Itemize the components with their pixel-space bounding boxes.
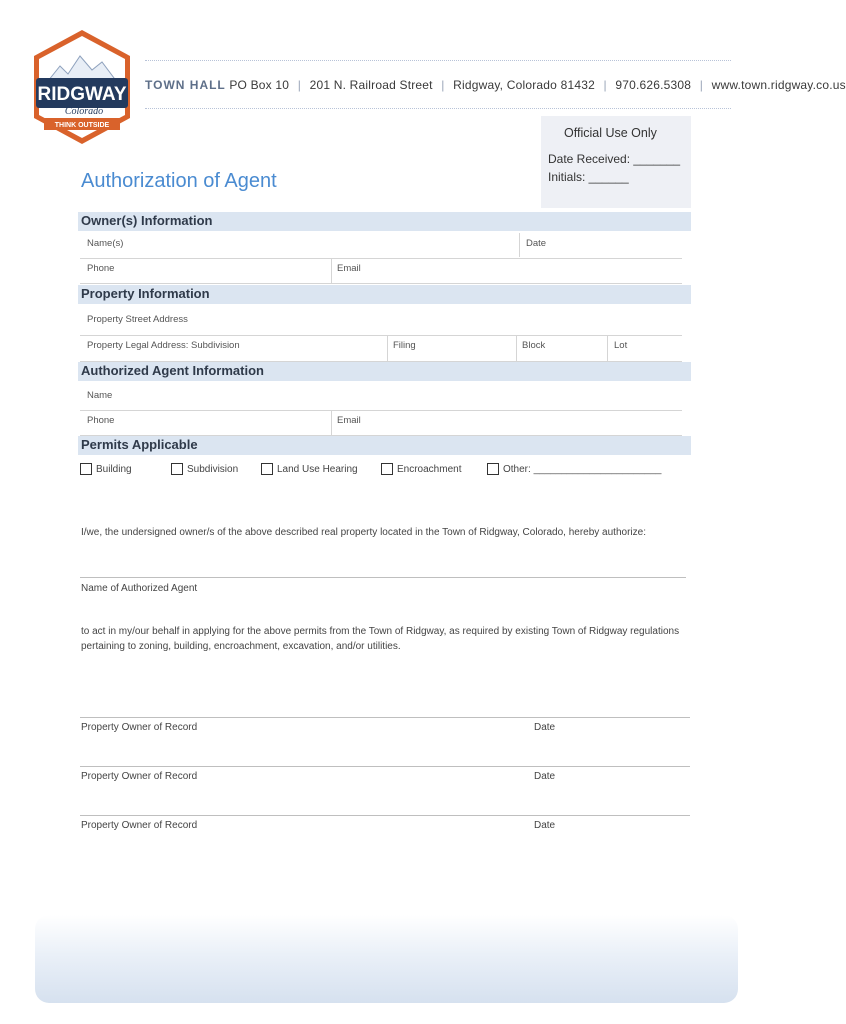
signature-date-label: Date	[534, 820, 556, 831]
agent-section-header	[78, 362, 691, 381]
property-section-header	[78, 285, 691, 304]
signature-date-label: Date	[534, 771, 556, 782]
owner-phone-email-field[interactable]	[80, 283, 682, 284]
date-received-field[interactable]: Date Received: _______	[548, 152, 681, 166]
owner-names-label: Name(s)	[87, 238, 124, 249]
encroachment-label: Encroachment	[397, 464, 462, 475]
page-title: Authorization of Agent	[81, 170, 277, 192]
divider	[387, 336, 388, 361]
land-use-hearing-checkbox[interactable]	[261, 463, 273, 475]
ridgway-logo	[30, 28, 134, 146]
phone-number: 970.626.5308	[615, 78, 692, 92]
owner-of-record-label: Property Owner of Record	[81, 820, 198, 831]
header-address: TOWN HALL PO Box 10 | 201 N. Railroad Street | Ridgway, Colorado 81432 | 970.626.5308 | www.town.ridgway.co.us	[145, 78, 846, 92]
city-state: Ridgway, Colorado 81432	[453, 78, 595, 92]
permits-section-header	[78, 436, 691, 455]
divider	[331, 411, 332, 435]
po-box: PO Box 10	[229, 78, 290, 92]
lot-label: Lot	[614, 340, 628, 351]
subdivision-label: Subdivision	[187, 464, 239, 475]
footer-decoration	[35, 915, 738, 1003]
agent-phone-label: Phone	[87, 415, 115, 426]
other-label[interactable]: Other: _______________________	[503, 464, 662, 475]
property-street-label: Property Street Address	[87, 314, 188, 325]
header-bottom-rule	[145, 108, 731, 109]
initials-field[interactable]: Initials: ______	[548, 170, 629, 184]
property-street-field[interactable]	[80, 335, 682, 336]
owner-of-record-label: Property Owner of Record	[81, 771, 198, 782]
owner-phone-label: Phone	[87, 263, 115, 274]
authorize-statement: I/we, the undersigned owner/s of the above described real property located in the Town of Ridgway, Colorado, hereby authorize:	[81, 527, 646, 538]
subdivision-checkbox[interactable]	[171, 463, 183, 475]
owner-names-field[interactable]	[80, 258, 682, 259]
owner-date-label: Date	[526, 238, 547, 249]
owner-signature-line-3[interactable]	[80, 815, 690, 816]
street-address: 201 N. Railroad Street	[309, 78, 433, 92]
permits-heading: Permits Applicable	[81, 437, 198, 452]
divider	[519, 233, 520, 257]
building-checkbox[interactable]	[80, 463, 92, 475]
owner-signature-line-2[interactable]	[80, 766, 690, 767]
act-on-behalf-statement: to act in my/our behalf in applying for the above permits from the Town of Ridgway, as required by existing Town of Ridgway regulations pertaining to zoning, building, encroachment, excavation, and/or utilities.	[81, 626, 680, 652]
owner-of-record-label: Property Owner of Record	[81, 722, 198, 733]
logo-name: RIDGWAY	[37, 84, 127, 105]
land-use-hearing-label: Land Use Hearing	[277, 464, 358, 475]
agent-email-label: Email	[337, 415, 361, 426]
agent-heading: Authorized Agent Information	[81, 363, 264, 378]
logo-sub: Colorado	[64, 106, 104, 117]
logo-tagline: THINK OUTSIDE	[54, 122, 110, 129]
agent-name-field[interactable]	[80, 410, 682, 411]
official-use-title: Official Use Only	[564, 126, 657, 140]
divider	[331, 259, 332, 283]
owner-email-label: Email	[337, 263, 361, 274]
owners-heading: Owner(s) Information	[81, 213, 213, 228]
website-link[interactable]: www.town.ridgway.co.us	[711, 78, 846, 92]
property-legal-label: Property Legal Address: Subdivision	[87, 340, 240, 351]
header-top-rule	[145, 60, 731, 61]
town-hall-label: TOWN HALL	[145, 78, 226, 92]
official-use-box	[541, 116, 691, 208]
signature-date-label: Date	[534, 722, 556, 733]
owner-signature-line-1[interactable]	[80, 717, 690, 718]
divider	[607, 336, 608, 361]
authorized-agent-name-field[interactable]	[80, 577, 686, 578]
property-heading: Property Information	[81, 286, 210, 301]
building-label: Building	[96, 464, 132, 475]
block-label: Block	[522, 340, 546, 351]
owners-section-header	[78, 212, 691, 231]
divider	[516, 336, 517, 361]
agent-name-label: Name	[87, 390, 113, 401]
authorized-agent-name-label: Name of Authorized Agent	[81, 583, 198, 594]
encroachment-checkbox[interactable]	[381, 463, 393, 475]
other-checkbox[interactable]	[487, 463, 499, 475]
filing-label: Filing	[393, 340, 416, 351]
